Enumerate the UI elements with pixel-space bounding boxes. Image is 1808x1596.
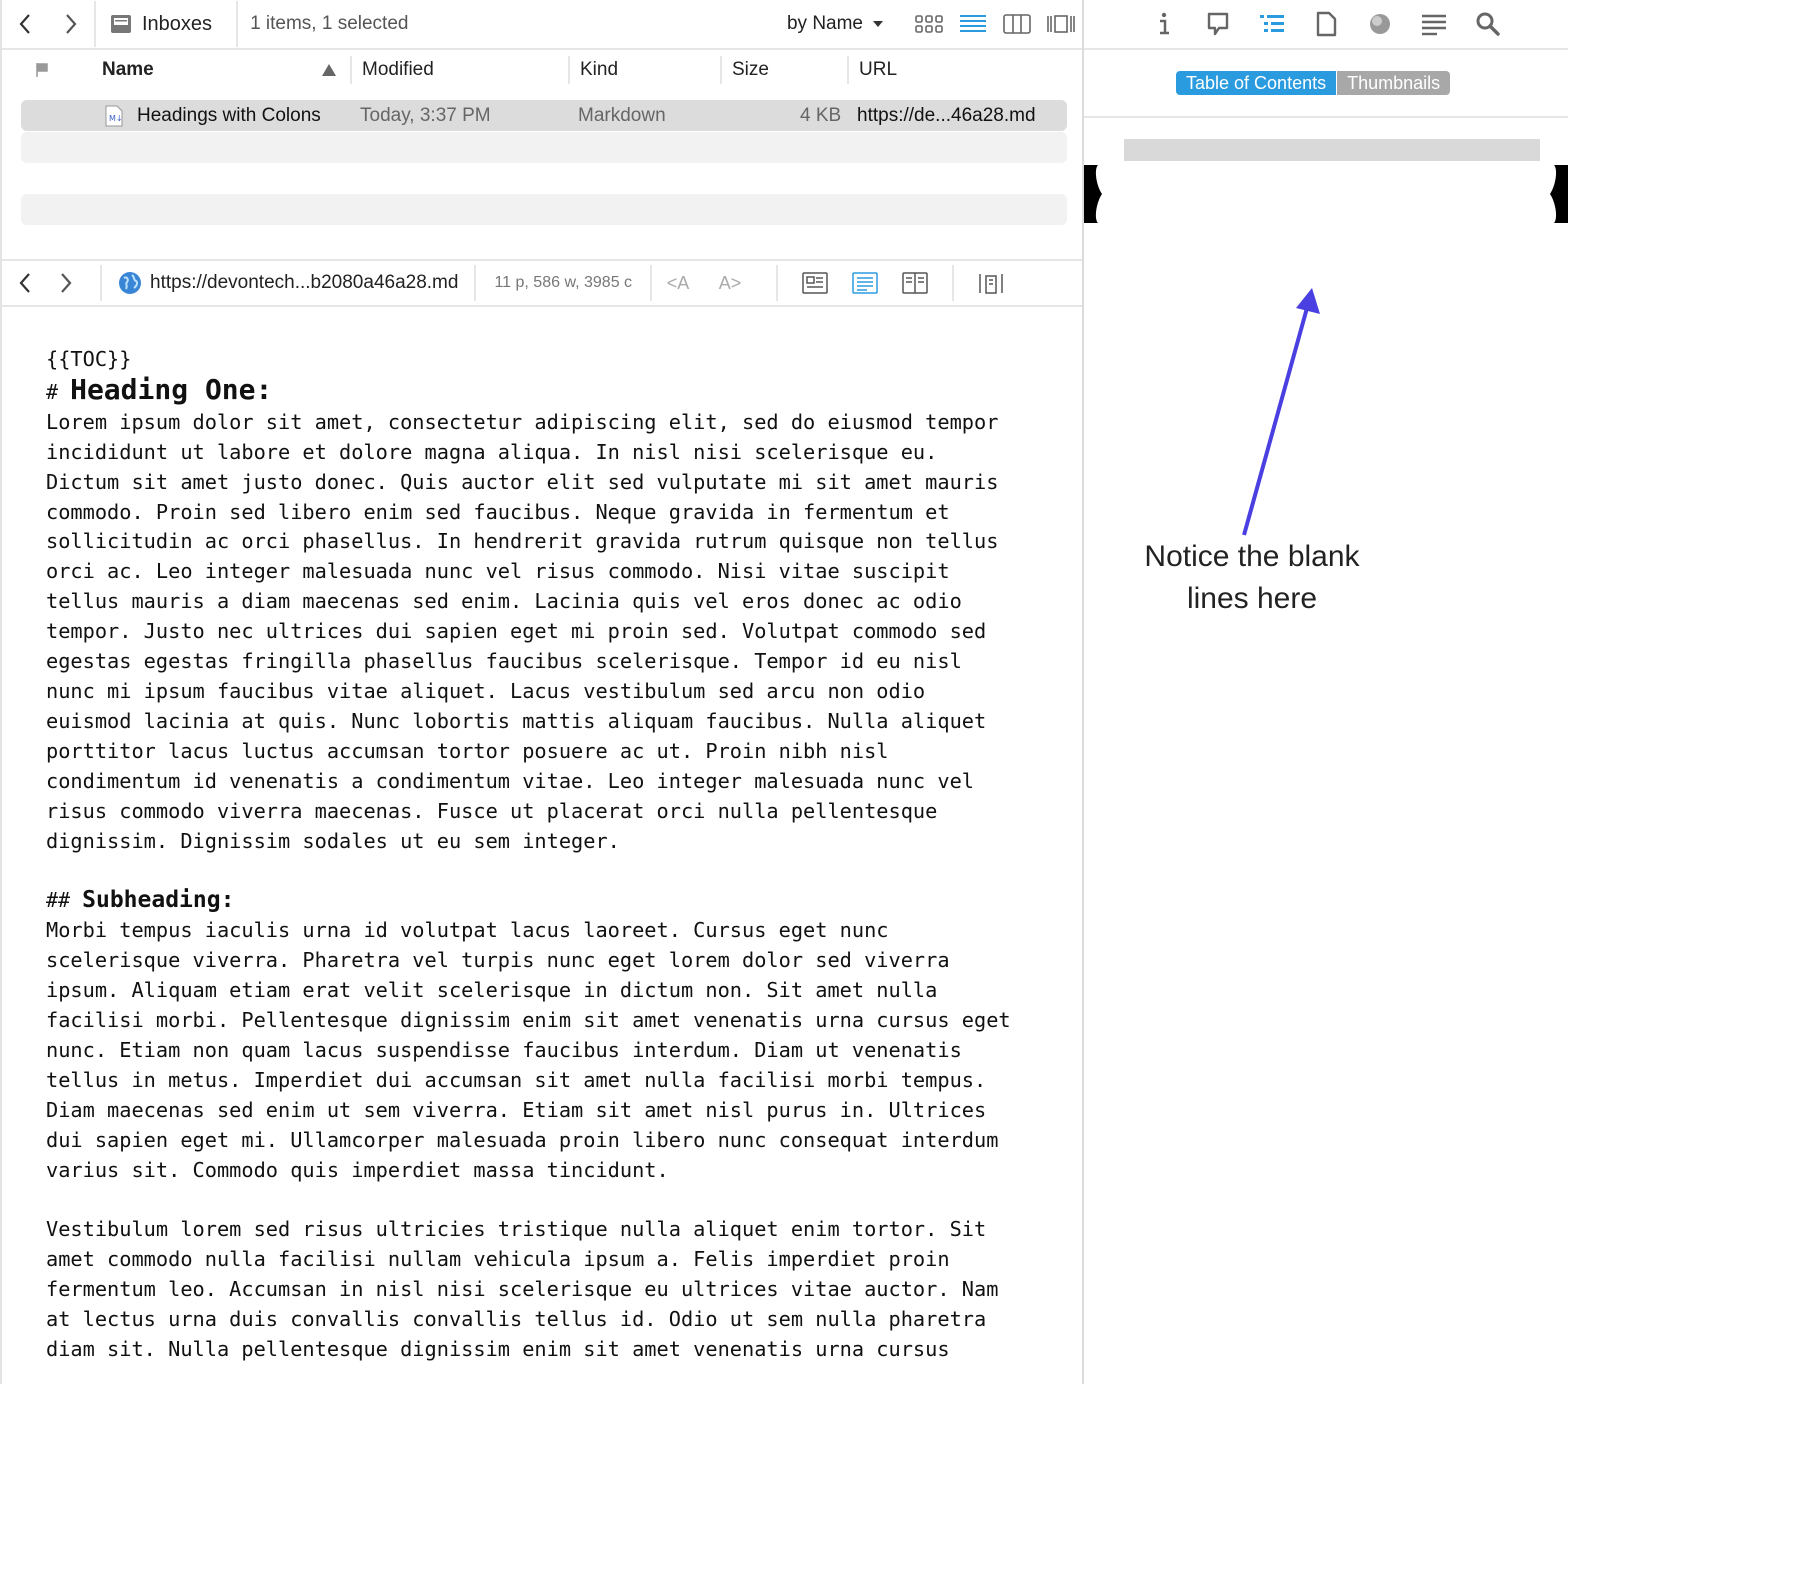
chevron-left-icon	[18, 271, 32, 295]
paragraph-3: Vestibulum lorem sed risus ultricies tristique nulla aliquet enim tortor. Sit amet commodo nulla facilisi nullam vehicula ipsum a. Felis imperdiet proin fermentum leo. Accumsan in nisl nisi scelerisque eu ultrices vitae auctor. Nam at lectus urna duis convallis convallis tellus id. Odio ut sem nulla pharetra diam sit. Nulla pellentesque dignissim enim sit amet venenatis urna cursus	[46, 1217, 999, 1362]
selection-status: 1 items, 1 selected	[250, 13, 409, 34]
flag-column[interactable]	[2, 56, 82, 84]
column-name[interactable]	[82, 56, 350, 84]
subheading	[46, 886, 1046, 916]
font-smaller-button[interactable]: <A	[666, 272, 690, 293]
row-modified: Today, 3:37 PM	[360, 104, 491, 126]
column-view-button[interactable]	[995, 0, 1039, 49]
toc-button[interactable]	[1255, 7, 1289, 41]
back-button[interactable]	[2, 0, 48, 49]
toolbar-separator	[952, 265, 954, 301]
info-button[interactable]	[1147, 7, 1181, 41]
column-size-label: Size	[732, 59, 769, 80]
search-icon	[1475, 11, 1501, 37]
location-label: Inboxes	[142, 12, 213, 35]
info-icon	[1151, 11, 1177, 37]
preview-icon	[802, 272, 828, 294]
row-url: https://de...46a28.md	[857, 104, 1036, 126]
concordance-button[interactable]	[1363, 7, 1397, 41]
toc-entry-blank[interactable]	[1124, 139, 1540, 161]
widescreen-button[interactable]	[966, 259, 1016, 307]
columns-icon	[1002, 13, 1032, 35]
column-kind[interactable]	[568, 56, 720, 84]
column-name-label: Name	[102, 59, 154, 80]
column-modified[interactable]	[350, 56, 568, 84]
subheading-text: Subheading:	[82, 887, 235, 914]
doc-back-button[interactable]	[2, 259, 48, 307]
lines-icon	[1421, 11, 1447, 37]
row-name: Headings with Colons	[137, 104, 321, 126]
tab-thumbnails[interactable]: Thumbnails	[1336, 71, 1450, 95]
tab-table-of-contents[interactable]: Table of Contents	[1176, 71, 1336, 95]
list-view-button[interactable]	[951, 0, 995, 49]
heading-one-marker: #	[46, 379, 71, 404]
left-brace-mark	[1084, 165, 1108, 223]
table-row[interactable]	[21, 100, 1067, 131]
toolbar-separator	[776, 265, 778, 301]
markdown-file-icon	[105, 105, 123, 133]
speech-bubble-icon	[1205, 11, 1231, 37]
location-crumb[interactable]	[96, 0, 236, 49]
split-mode-icon	[902, 272, 928, 294]
text-mode-icon	[852, 272, 878, 294]
inspector-toolbar	[1084, 0, 1568, 50]
sort-ascending-icon	[322, 64, 336, 76]
document-url[interactable]	[102, 259, 474, 307]
document-icon	[1313, 11, 1339, 37]
dropdown-arrow-icon	[873, 21, 883, 27]
grid-icon	[914, 13, 944, 35]
doc-forward-button[interactable]	[48, 259, 84, 307]
annotation-note: Notice the blank lines here	[1144, 540, 1360, 615]
annotations-button[interactable]	[1201, 7, 1235, 41]
heading-one-text: Heading One:	[70, 372, 273, 406]
toc-icon	[1259, 11, 1285, 37]
heading-one	[46, 372, 1046, 408]
flag-icon	[35, 62, 49, 78]
annotation-arrow	[1224, 280, 1344, 540]
empty-row	[21, 194, 1067, 225]
svg-text:M↓: M↓	[109, 114, 123, 123]
chevron-right-icon	[64, 12, 78, 36]
column-url-label: URL	[859, 59, 898, 80]
row-kind: Markdown	[578, 104, 666, 126]
column-header	[2, 50, 1083, 90]
paragraph-2: Morbi tempus iaculis urna id volutpat lacus laoreet. Cursus eget nunc scelerisque viverra. Pharetra vel turpis nunc eget lorem dolor sed viverra ipsum. Aliquam etiam erat velit scelerisque in dictum non. Sit amet nulla facilisi morbi. Pellentesque dignissim enim sit amet venenatis urna cursus eget nunc. Etiam non quam lacus suspendisse faucibus interdum. Diam ut venenatis tellus in metus. Imperdiet dui accumsan sit amet nulla facilisi morbi tempus. Diam maecenas sed enim ut sem viverra. Etiam sit amet nisl purus in. Ultrices dui sapien eget mi. Ullamcorper malesuada proin libero nunc consequat interdum varius sit. Commodo quis imperdiet massa tincidunt.	[46, 918, 1011, 1182]
column-kind-label: Kind	[580, 59, 619, 80]
concordance-icon	[1367, 11, 1393, 37]
document-stats: 11 p, 586 w, 3985 c	[494, 274, 633, 291]
column-size[interactable]	[720, 56, 847, 84]
row-size: 4 KB	[800, 104, 842, 126]
globe-icon	[118, 271, 142, 295]
markdown-editor[interactable]	[46, 345, 1046, 1365]
subheading-marker: ##	[46, 888, 83, 913]
right-brace-mark	[1544, 165, 1568, 223]
adjust-width-icon	[978, 272, 1004, 294]
blank-line	[46, 856, 1046, 886]
preview-mode-button[interactable]	[790, 259, 840, 307]
column-modified-label: Modified	[362, 59, 434, 80]
text-mode-button[interactable]	[840, 259, 890, 307]
inbox-icon	[110, 14, 132, 34]
sort-menu[interactable]	[787, 13, 907, 35]
paragraph-1: Lorem ipsum dolor sit amet, consectetur adipiscing elit, sed do eiusmod tempor incididunt ut labore et dolore magna aliqua. In nisl nisi scelerisque eu. Dictum sit amet justo donec. Quis auctor elit sed vulputate mi sit amet mauris commodo. Proin sed libero enim sed faucibus. Neque gravida in fermentum et sollicitudin ac orci phasellus. In hendrerit gravida rutrum quisque non tellus orci ac. Leo integer malesuada nunc vel risus commodo. Nisi vitae suscipit tellus mauris a diam maecenas sed enim. Lacinia quis vel eros donec ac odio tempor. Justo nec ultrices dui sapien eget mi proin sed. Volutpat commodo sed egestas egestas fringilla phasellus faucibus scelerisque. Tempor id eu nisl nunc mi ipsum faucibus vitae aliquet. Lacus vestibulum sed arcu non odio euismod lacinia at quis. Nunc lobortis mattis aliquam faucibus. Nulla aliquet porttitor lacus luctus accumsan tortor posuere ac ut. Proin nibh nisl condimentum id venenatis a condimentum vitae. Leo integer malesuada nunc vel risus commodo viverra maecenas. Fusce ut placerat orci nulla pellentesque dignissim. Dignissim sodales ut eu sem integer.	[46, 409, 999, 853]
search-button[interactable]	[1471, 7, 1505, 41]
icon-view-button[interactable]	[907, 0, 951, 49]
document-button[interactable]	[1309, 7, 1343, 41]
document-url-text: https://devontech...b2080a46a28.md	[150, 272, 459, 293]
inspector-separator	[1084, 116, 1568, 118]
cover-flow-button[interactable]	[1039, 0, 1083, 49]
chevron-left-icon	[18, 12, 32, 36]
blank-line	[46, 1185, 1046, 1215]
cover-flow-icon	[1046, 13, 1076, 35]
top-toolbar	[2, 0, 1083, 50]
properties-button[interactable]	[1417, 7, 1451, 41]
forward-button[interactable]	[48, 0, 94, 49]
chevron-right-icon	[59, 271, 73, 295]
split-mode-button[interactable]	[890, 259, 940, 307]
list-icon	[958, 13, 988, 35]
inspector-pane	[1084, 0, 1568, 1384]
toc-placeholder: {{TOC}}	[46, 347, 132, 371]
document-toolbar	[2, 259, 1083, 307]
font-larger-button[interactable]: A>	[718, 272, 742, 293]
empty-row	[21, 132, 1067, 163]
column-url[interactable]	[847, 56, 1079, 84]
inspector-segmented-control	[1176, 71, 1450, 95]
sort-label: by Name	[786, 13, 863, 34]
